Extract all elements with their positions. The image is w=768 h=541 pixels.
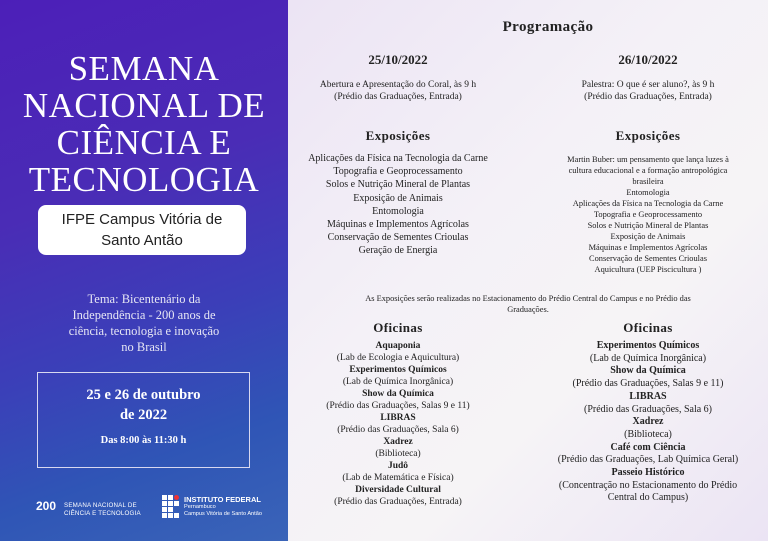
if-logo-line: Campus Vitória de Santo Antão xyxy=(184,511,262,517)
list-item: Conservação de Sementes Crioulas xyxy=(327,232,469,244)
event-dates-line: 25 e 26 de outubro xyxy=(86,387,201,403)
list-item: Conservação de Sementes Crioulas xyxy=(589,254,707,263)
theme-line: ciência, tecnologia e inovação xyxy=(68,324,220,338)
workshop-place: (Biblioteca) xyxy=(375,449,421,459)
campus-box xyxy=(38,205,246,255)
list-item: Exposição de Animais xyxy=(353,192,443,204)
day2-talk-line: Palestra: O que é ser aluno?, às 9 h xyxy=(581,80,715,90)
event-dates xyxy=(38,385,249,425)
workshops-right-list xyxy=(533,340,763,505)
theme-line: Tema: Bicentenário da xyxy=(87,292,201,306)
workshop-place: (Prédio das Graduações, Lab Química Geral) xyxy=(557,454,739,466)
date-box xyxy=(37,372,250,468)
day2-date: 26/10/2022 xyxy=(618,52,678,67)
event-hours: Das 8:00 às 11:30 h xyxy=(100,435,187,446)
list-item: Entomologia xyxy=(626,188,670,197)
campus-line: IFPE Campus Vitória de xyxy=(61,211,223,228)
workshop-place: (Prédio das Graduações, Sala 6) xyxy=(337,425,459,435)
day1-exhibitions-title: Exposições xyxy=(365,128,431,143)
workshop-name: Xadrez xyxy=(383,437,413,447)
list-item: Topografia e Geoprocessamento xyxy=(593,210,703,219)
list-item: Máquinas e Implementos Agrícolas xyxy=(327,219,469,231)
workshop-name: Show da Química xyxy=(362,389,434,399)
snct-logo-line: CIÊNCIA E TECNOLOGIA xyxy=(64,510,141,517)
note-line: Graduações. xyxy=(507,305,549,314)
workshop-name: Xadrez xyxy=(632,416,664,428)
event-title-line: SEMANA xyxy=(68,49,220,88)
day2-exhibitions-list xyxy=(533,154,763,275)
workshops-left-list xyxy=(288,340,508,508)
day1-exhibitions-list xyxy=(288,152,508,258)
workshop-name: Experimentos Químicos xyxy=(596,340,700,351)
list-item: Aplicações da Física na Tecnologia da Carne xyxy=(572,199,724,208)
workshops-right-title: Oficinas xyxy=(623,320,673,335)
program-panel xyxy=(288,0,768,541)
snct-logo xyxy=(36,497,156,523)
workshop-name: Show da Química xyxy=(610,365,686,377)
workshop-name: LIBRAS xyxy=(380,413,416,423)
event-title-line: CIÊNCIA E xyxy=(56,123,232,162)
left-panel xyxy=(0,0,288,541)
list-item: Aquicultura (UEP Piscicultura ) xyxy=(594,265,702,274)
day1-opening-line: (Prédio das Graduações, Entrada) xyxy=(334,92,462,102)
snct-logo-line: SEMANA NACIONAL DE xyxy=(64,502,137,509)
list-item: Aplicações da Física na Tecnologia da Carne xyxy=(308,153,488,164)
day1-date: 25/10/2022 xyxy=(368,52,428,67)
day2-exhibitions-title: Exposições xyxy=(615,128,681,143)
list-item: Exposição de Animais xyxy=(610,232,686,241)
workshop-place: Central do Campus) xyxy=(607,492,689,504)
list-item: Máquinas e Implementos Agrícolas xyxy=(588,243,708,252)
campus-line: Santo Antão xyxy=(101,232,183,249)
if-logo-line: Pernambuco xyxy=(184,504,216,510)
workshop-place: (Concentração no Estacionamento do Prédio xyxy=(558,479,738,491)
day1-opening-line: Abertura e Apresentação do Coral, às 9 h xyxy=(319,80,477,90)
program-title: Programação xyxy=(502,19,594,35)
workshop-place: (Lab de Matemática e Física) xyxy=(342,473,454,483)
workshop-name: Diversidade Cultural xyxy=(355,485,441,495)
day2-talk xyxy=(533,79,763,103)
list-item: Solos e Nutrição Mineral de Plantas xyxy=(325,179,471,191)
day1-opening xyxy=(288,79,508,103)
workshop-name: Aquaponia xyxy=(375,341,421,351)
list-item: cultura educacional e a formação antropológica xyxy=(568,166,728,175)
theme-text xyxy=(44,291,244,355)
workshop-place: (Biblioteca) xyxy=(624,428,672,440)
workshop-name: Café com Ciência xyxy=(610,441,686,453)
workshop-name: Passeio Histórico xyxy=(611,467,685,479)
event-title-line: TECNOLOGIA xyxy=(28,160,260,199)
list-item: Geração de Energia xyxy=(358,245,438,257)
workshop-place: (Prédio das Graduações, Entrada) xyxy=(334,497,462,507)
list-item: Entomologia xyxy=(372,205,424,217)
theme-line: Independência - 200 anos de xyxy=(72,308,216,322)
workshop-place: (Prédio das Graduações, Salas 9 e 11) xyxy=(326,401,470,411)
note-line: As Exposições serão realizadas no Estacionamento do Prédio Central do Campus e no Prédio das xyxy=(365,294,691,303)
event-title xyxy=(0,50,288,198)
workshop-place: (Prédio das Graduações, Sala 6) xyxy=(583,403,712,415)
workshop-place: (Lab de Química Inorgânica) xyxy=(342,377,454,387)
day2-talk-line: (Prédio das Graduações, Entrada) xyxy=(584,92,712,102)
workshop-place: (Prédio das Graduações, Salas 9 e 11) xyxy=(572,378,724,390)
event-dates-line: de 2022 xyxy=(119,407,168,423)
snct-200-mark: 200 xyxy=(36,499,57,513)
list-item: Solos e Nutrição Mineral de Plantas xyxy=(587,221,709,230)
workshop-name: Judô xyxy=(387,461,409,471)
workshop-place: (Lab de Química Inorgânica) xyxy=(589,352,707,364)
exhibitions-note xyxy=(298,293,758,315)
if-grid-icon xyxy=(162,495,180,521)
if-logo-name: INSTITUTO FEDERAL xyxy=(184,495,261,504)
event-title-line: NACIONAL DE xyxy=(22,86,266,125)
theme-line: no Brasil xyxy=(121,340,167,354)
workshop-name: LIBRAS xyxy=(629,390,667,402)
workshop-place: (Lab de Ecologia e Aquicultura) xyxy=(336,353,460,363)
list-item: Topografia e Geoprocessamento xyxy=(333,166,463,178)
list-item: brasileira xyxy=(632,177,664,186)
if-logo xyxy=(162,492,277,524)
workshop-name: Experimentos Químicos xyxy=(349,365,447,375)
list-item: Martin Buber: um pensamento que lança luzes à xyxy=(567,155,729,164)
workshops-left-title: Oficinas xyxy=(373,320,423,335)
